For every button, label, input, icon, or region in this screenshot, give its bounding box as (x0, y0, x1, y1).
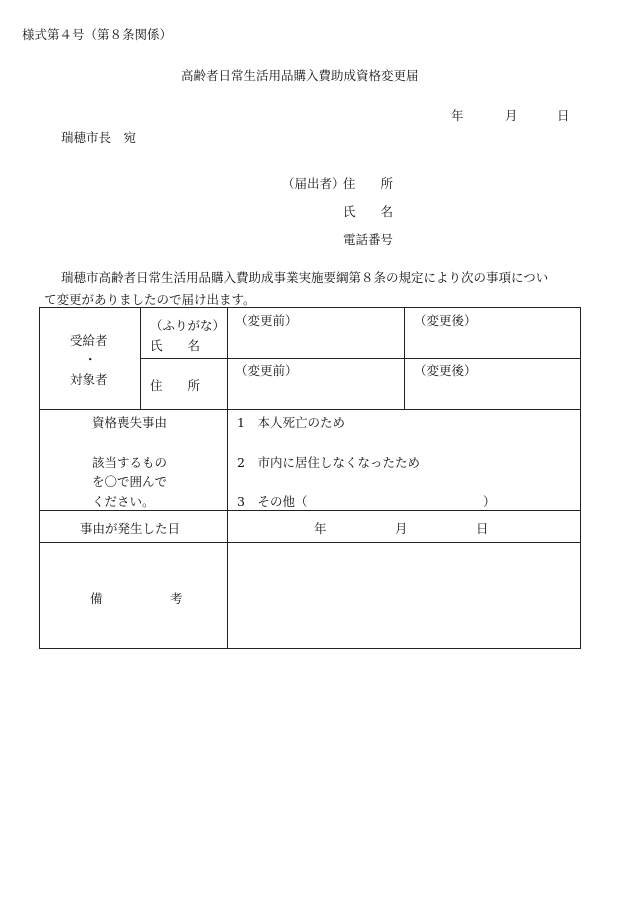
body-text-line-2: て変更がありましたので届け出ます。 (44, 292, 256, 307)
form-title: 高齢者日常生活用品購入費助成資格変更届 (181, 68, 419, 83)
remarks-label-2: 考 (170, 591, 183, 606)
loss-reason-title: 資格喪失事由 (92, 415, 168, 430)
form-number: 様式第４号（第８条関係） (22, 27, 173, 42)
change-form-table (39, 307, 581, 649)
name-before-label: （変更前） (235, 313, 298, 328)
loss-reason-instruction-2: を〇で囲んで (92, 474, 168, 489)
applicant-role: （届出者） (282, 176, 345, 191)
name-after-label: （変更後） (414, 313, 477, 328)
loss-reason-instruction-1: 該当するもの (92, 455, 168, 470)
recipient-label-2: 対象者 (70, 372, 108, 387)
loss-reason-instruction-3: ください。 (92, 494, 155, 509)
loss-reason-option-1: 1 本人死亡のため (237, 415, 345, 430)
loss-reason-option-2: 2 市内に居住しなくなったため (237, 455, 420, 470)
furigana-label: （ふりがな） (150, 318, 226, 333)
loss-reason-option-3-close: ） (483, 494, 496, 509)
address-before-label: （変更前） (235, 363, 298, 378)
applicant-name-label: 氏 名 (343, 204, 394, 219)
addressee: 瑞穂市長 宛 (61, 130, 137, 145)
date-month: 月 (505, 108, 518, 123)
address-label: 住 所 (150, 378, 201, 393)
occurrence-date-label: 事由が発生した日 (80, 521, 181, 536)
recipient-label-dot: ・ (84, 352, 97, 367)
recipient-label-1: 受給者 (70, 333, 108, 348)
applicant-address-label: 住 所 (343, 176, 394, 191)
occurrence-day: 日 (476, 521, 489, 536)
date-day: 日 (557, 108, 570, 123)
occurrence-month: 月 (395, 521, 408, 536)
date-year: 年 (451, 108, 464, 123)
remarks-label-1: 備 (90, 591, 103, 606)
loss-reason-option-3: 3 その他（ (237, 494, 308, 509)
name-label: 氏 名 (150, 338, 201, 353)
address-after-label: （変更後） (414, 363, 477, 378)
occurrence-year: 年 (314, 521, 327, 536)
applicant-phone-label: 電話番号 (343, 232, 394, 247)
body-text-line-1: 瑞穂市高齢者日常生活用品購入費助成事業実施要綱第８条の規定により次の事項につい (61, 270, 549, 285)
